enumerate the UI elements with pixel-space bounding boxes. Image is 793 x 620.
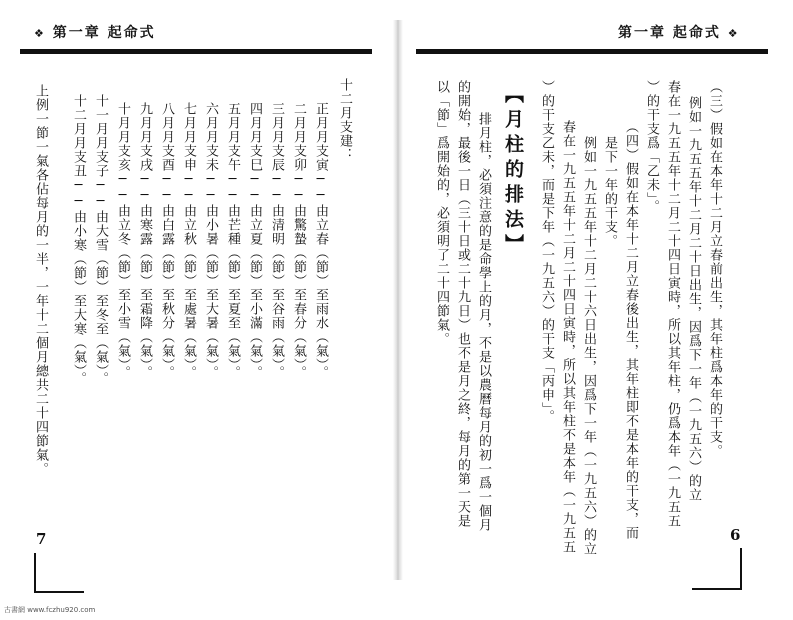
body-line: 以「節」爲開始的，必須明了二十四節氣。 xyxy=(434,80,449,346)
month-line: 十二月月支丑──由小寒（節）至大寒（氣）。 xyxy=(71,94,86,386)
corner-frame xyxy=(34,553,36,593)
month-line: 正月月支寅──由立春（節）至雨水（氣）。 xyxy=(313,102,328,380)
example-line: 春在一九五五年十二月二十四日寅時，所以其年柱不是本年（一九五五 xyxy=(560,120,575,554)
month-line: 十月月支亥──由立冬（節）至小雪（氣）。 xyxy=(115,102,130,380)
months-intro: 十二月支建： xyxy=(337,78,352,162)
body-line: 的開始，最後一日（三十日或二十九日）也不是月之終，每月的第一天是 xyxy=(455,80,470,528)
example-line: ）的干支乙未，而是下年（一九五六）的干支「丙申」。 xyxy=(539,80,554,424)
example-line: ）的干支爲「乙未」。 xyxy=(644,80,659,214)
example-line: 春在一九五五年十二月二十四日寅時，所以其年柱，仍爲本年（一九五五 xyxy=(665,80,680,528)
month-line: 十一月月支子──由大雪（節）至冬至（氣）。 xyxy=(93,94,108,386)
example-line: 例如一九五五年十二月二十六日出生，因爲下一年（一九五六）的立 xyxy=(581,136,596,556)
month-line: 五月月支午──由芒種（節）至夏至（氣）。 xyxy=(225,102,240,380)
ornament-icon: ❖ xyxy=(34,27,46,40)
right-header-title: 第一章 起命式 xyxy=(618,25,721,41)
right-header-rule xyxy=(416,49,768,54)
month-line: 四月月支巳──由立夏（節）至小滿（氣）。 xyxy=(247,102,262,380)
page-number: 7 xyxy=(36,530,47,548)
example-line: （三）假如在本年十二月立春前出生，其年柱爲本年的干支。 xyxy=(707,80,722,458)
month-line: 八月月支酉──由白露（節）至秋分（氣）。 xyxy=(159,102,174,380)
left-header-rule xyxy=(20,49,372,54)
page-number: 6 xyxy=(730,526,741,544)
month-line: 二月月支卯──由驚蟄（節）至春分（氣）。 xyxy=(291,102,306,380)
corner-frame xyxy=(34,591,84,593)
summary-text: 上例一節一氣各佔每月的一半，一年十二個月總共二十四節氣。 xyxy=(33,84,48,476)
example-line: （四）假如在本年十二月立春後出生，其年柱即不是本年的干支，而 xyxy=(623,120,638,540)
left-header-title: 第一章 起命式 xyxy=(52,25,156,41)
section-heading: 【月柱的排法】 xyxy=(502,84,524,259)
corner-frame xyxy=(740,548,742,590)
month-line: 七月月支申──由立秋（節）至處暑（氣）。 xyxy=(181,102,196,380)
example-line: 是下一年的干支。 xyxy=(602,136,617,248)
left-page xyxy=(0,0,396,620)
site-watermark: 古書網 www.fczhu920.com xyxy=(4,606,96,614)
corner-frame xyxy=(692,588,742,590)
ornament-icon: ❖ xyxy=(727,27,740,40)
right-page xyxy=(400,0,793,620)
month-line: 六月月支未──由小暑（節）至大暑（氣）。 xyxy=(203,102,218,380)
month-line: 三月月支辰──由清明（節）至谷雨（氣）。 xyxy=(269,102,284,380)
right-running-header xyxy=(618,22,740,42)
body-line: 排月柱，必須注意的是命學上的月，不是以農曆每月的初一爲一個月 xyxy=(476,112,491,532)
left-running-header xyxy=(34,22,156,42)
example-line: 例如一九五五年十二月二十日出生，因爲下一年（一九五六）的立 xyxy=(686,96,701,502)
month-line: 九月月支戌──由寒露（節）至霜降（氣）。 xyxy=(137,102,152,380)
